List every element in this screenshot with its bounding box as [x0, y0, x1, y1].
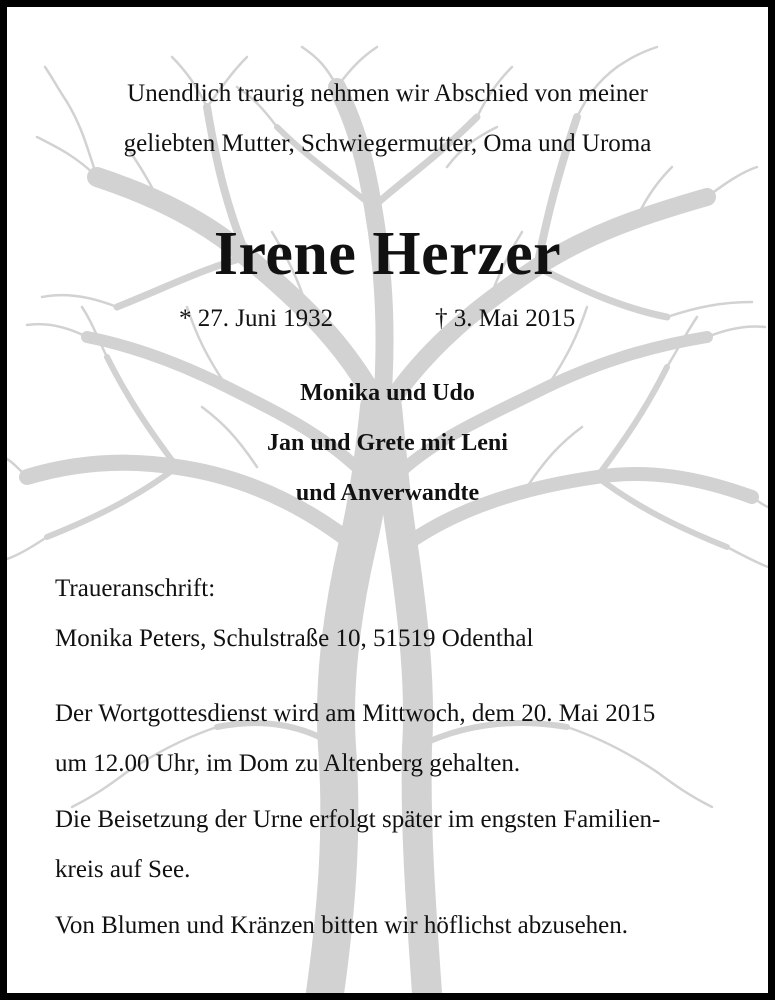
address-value: Monika Peters, Schulstraße 10, 51519 Odenthal [55, 625, 534, 652]
service-info [55, 689, 735, 951]
service-line-5: Von Blumen und Kränzen bitten wir höflichst abzusehen. [55, 912, 629, 939]
service-line-1: Der Wortgottesdienst wird am Mittwoch, dem 20. Mai 2015 [55, 700, 656, 727]
address-label: Traueranschrift: [55, 575, 216, 602]
intro-line-2: geliebten Mutter, Schwiegermutter, Oma und Uroma [123, 130, 652, 157]
intro-line-1: Unendlich traurig nehmen wir Abschied von meiner [127, 80, 648, 107]
death-date: † 3. Mai 2015 [435, 305, 576, 332]
service-line-2: um 12.00 Uhr, im Dom zu Altenberg gehalten. [55, 750, 521, 777]
deceased-name: Irene Herzer [213, 220, 562, 288]
mourners-list [7, 368, 768, 518]
service-line-3: Die Beisetzung der Urne erfolgt später im engsten Familien- [55, 806, 661, 833]
mourners-line-1: Monika und Udo [300, 380, 475, 406]
mourners-line-3: und Anverwandte [295, 480, 480, 506]
mourners-line-2: Jan und Grete mit Leni [267, 430, 508, 456]
service-line-4: kreis auf See. [55, 856, 191, 883]
intro-text [7, 69, 768, 169]
birth-date: * 27. Juni 1932 [179, 305, 334, 332]
mourning-address [55, 564, 533, 664]
